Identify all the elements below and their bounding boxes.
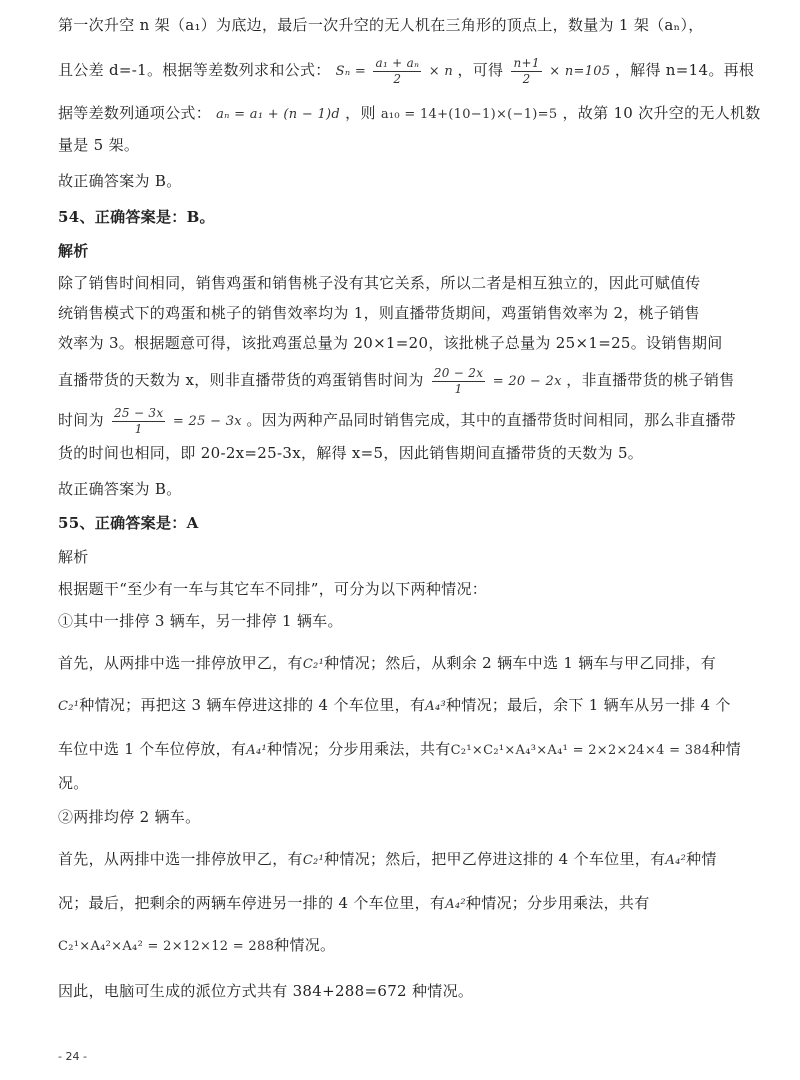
q55-case-1-line-2: C₂¹种情况；再把这 3 辆车停进这排的 4 个车位里，有A₄³种情况；最后，余下 1 辆车从另一排 4 个 (58, 696, 731, 714)
combination-formula: C₂¹ (302, 853, 325, 868)
q54-para-line-3: 效率为 3。根据题意可得，该批鸡蛋总量为 20×1=20，该批桃子总量为 25×1=25。设销售期间 (58, 334, 723, 352)
q53-line-2: 且公差 d=-1。根据等差数列求和公式： Sₙ = $\frac{\text{a₁ + aₙ}}{2}$ × n ，可得 $\frac{n+1}{2}$ × n=105 ，解得 n=14。再根 (58, 56, 755, 86)
q53-line-1: 第一次升空 n 架（a₁）为底边，最后一次升空的无人机在三角形的顶点上，数量为 1 架（aₙ）， (58, 16, 704, 34)
q53-line-4: 量是 5 架。 (58, 136, 140, 154)
q55-case-2-line-2: 况；最后，把剩余的两辆车停进另一排的 4 个车位里，有A₄²种情况；分步用乘法，共有 (58, 894, 650, 912)
arrangement-formula: A₄¹ (246, 743, 267, 758)
peach-time-formula: $\frac{25 - 3x}{1}$ = 25 − 3x (113, 406, 242, 436)
q55-para-line-1: 根据题干“至少有一车与其它车不同排”，可分为以下两种情况： (58, 580, 488, 598)
q54-para-line-1: 除了销售时间相同，销售鸡蛋和销售桃子没有其它关系，所以二者是相互独立的，因此可赋值传 (58, 274, 701, 292)
q55-heading: 55、正确答案是：A (58, 514, 199, 532)
q54-para-line-4: 直播带货的天数为 x，则非直播带货的鸡蛋销售时间为 $\frac{20 - 2x}{1}$ = 20 − 2x ，非直播带货的桃子销售 (58, 366, 735, 396)
q55-case-1-heading: ①其中一排停 3 辆车，另一排停 1 辆车。 (58, 612, 343, 630)
a10-formula: a₁₀ = 14+(10−1)×(−1)=5 (380, 107, 558, 122)
general-term-formula: aₙ = a₁ + (n − 1)d (216, 107, 341, 122)
q54-para-line-6: 货的时间也相同，即 20-2x=25-3x，解得 x=5，因此销售期间直播带货的天数为 5。 (58, 444, 644, 462)
sum-formula: Sₙ = $\frac{\text{a₁ + aₙ}}{2}$ × n (335, 56, 454, 86)
arrangement-formula: A₄³ (425, 699, 446, 714)
q54-para-line-5: 时间为 $\frac{25 - 3x}{1}$ = 25 − 3x 。因为两种产品同时销售完成，其中的直播带货时间相同，那么非直播带 (58, 406, 736, 436)
q54-para-line-2: 统销售模式下的鸡蛋和桃子的销售效率均为 1，则直播带货期间，鸡蛋销售效率为 2，桃子销售 (58, 304, 700, 322)
arrangement-formula: A₄² (445, 897, 466, 912)
q55-case-2-line-3: C₂¹×A₄²×A₄² = 2×12×12 = 288种情况。 (58, 936, 336, 954)
q55-case-1-line-3: 车位中选 1 个车位停放，有A₄¹种情况；分步用乘法，共有C₂¹×C₂¹×A₄³×A₄¹ = 2×2×24×4 = 384种情 (58, 740, 742, 758)
sum-substitution-formula: $\frac{n+1}{2}$ × n=105 (513, 56, 611, 86)
q54-heading: 54、正确答案是：B。 (58, 208, 215, 226)
q55-case-2-line-1: 首先，从两排中选一排停放甲乙，有C₂¹种情况；然后，把甲乙停进这排的 4 个车位里，有A₄²种情 (58, 850, 717, 868)
egg-time-formula: $\frac{20 - 2x}{1}$ = 20 − 2x (433, 366, 562, 396)
q53-answer: 故正确答案为 B。 (58, 172, 182, 190)
case-1-product-formula: C₂¹×C₂¹×A₄³×A₄¹ = 2×2×24×4 = 384 (450, 743, 711, 758)
page-number: - 24 - (58, 1050, 87, 1063)
combination-formula: C₂¹ (302, 657, 325, 672)
q53-line-3: 据等差数列通项公式： aₙ = a₁ + (n − 1)d ，则 a₁₀ = 14+(10−1)×(−1)=5 ，故第 10 次升空的无人机数 (58, 104, 761, 122)
q55-analysis-label: 解析 (58, 548, 89, 566)
arrangement-formula: A₄² (665, 853, 687, 868)
case-2-product-formula: C₂¹×A₄²×A₄² = 2×12×12 = 288 (58, 939, 275, 954)
q54-analysis-label: 解析 (58, 242, 89, 260)
q55-conclusion: 因此，电脑可生成的派位方式共有 384+288=672 种情况。 (58, 982, 474, 1000)
q55-case-1-line-1: 首先，从两排中选一排停放甲乙，有C₂¹种情况；然后，从剩余 2 辆车中选 1 辆车与甲乙同排，有 (58, 654, 716, 672)
q54-answer: 故正确答案为 B。 (58, 480, 182, 498)
q55-case-1-line-4: 况。 (58, 774, 89, 792)
q55-case-2-heading: ②两排均停 2 辆车。 (58, 808, 201, 826)
combination-formula: C₂¹ (58, 699, 80, 714)
